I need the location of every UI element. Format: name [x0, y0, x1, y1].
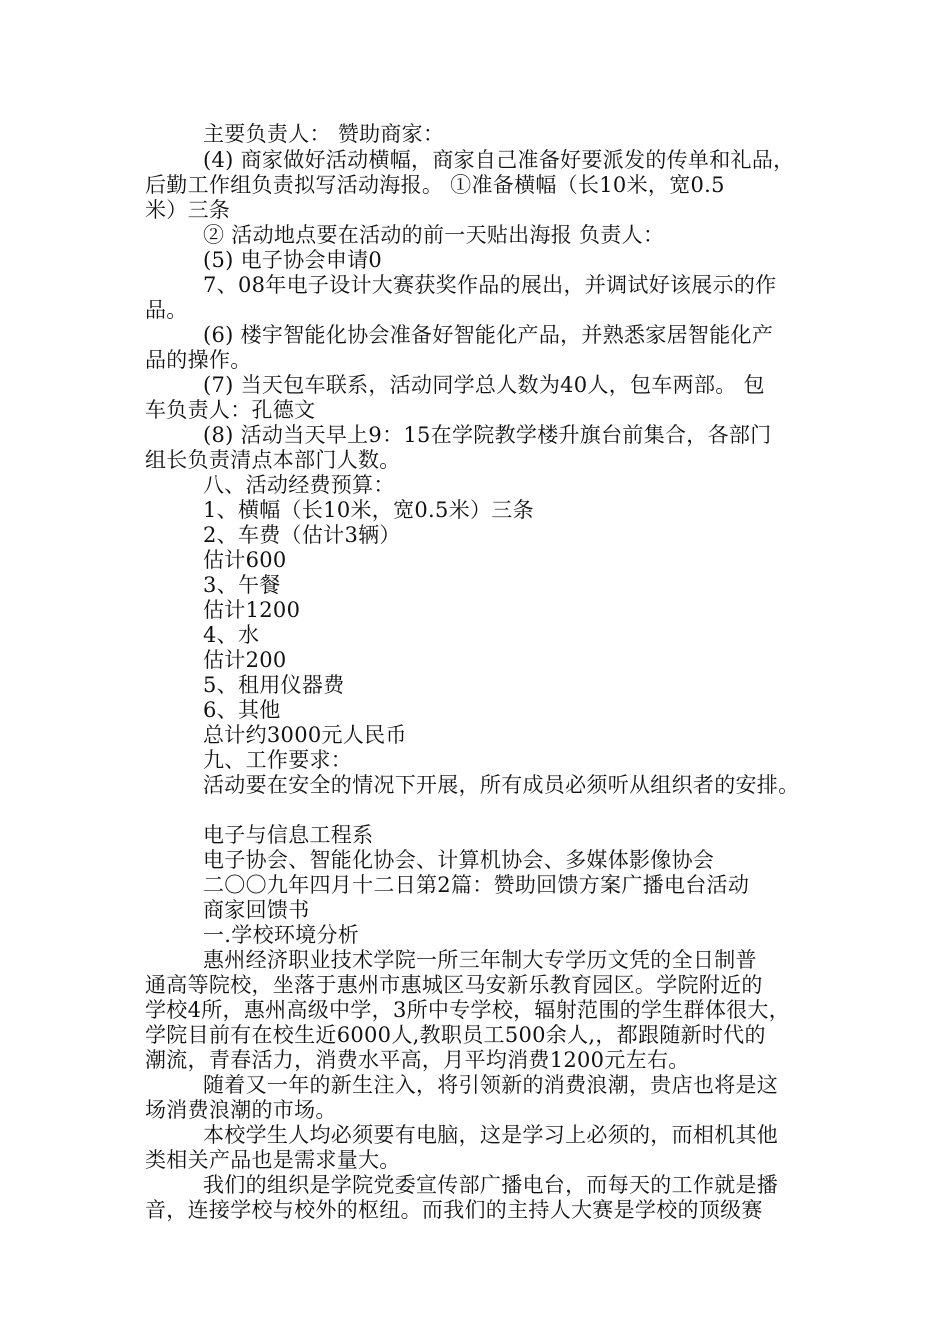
text-line: 场消费浪潮的市场。: [145, 1098, 337, 1122]
text-line: 音，连接学校与校外的枢纽。而我们的主持人大赛是学校的顶级赛: [145, 1198, 763, 1222]
text-line: 3、午餐: [203, 573, 281, 597]
text-line: 后勤工作组负责拟写活动海报。 ①准备横幅（长10米，宽0.5: [145, 173, 725, 197]
text-line: 7、08年电子设计大赛获奖作品的展出，并调试好该展示的作: [203, 273, 777, 297]
text-line: 我们的组织是学院党委宣传部广播电台，而每天的工作就是播: [203, 1173, 779, 1197]
text-line: (8) 活动当天早上9：15在学院教学楼升旗台前集合，各部门: [203, 423, 772, 447]
text-line: 学校4所，惠州高级中学，3所中专学校，辐射范围的学生群体很大，: [145, 998, 791, 1022]
text-line: 主要负责人： 赞助商家：: [203, 122, 445, 146]
section-heading: 一.学校环境分析: [203, 923, 360, 947]
text-line: 惠州经济职业技术学院一所三年制大专学历文凭的全日制普: [203, 948, 757, 972]
text-line: (5) 电子协会申请0: [203, 248, 383, 272]
text-line: 组长负责清点本部门人数。: [145, 448, 401, 472]
text-line: 电子协会、智能化协会、计算机协会、多媒体影像协会: [203, 848, 715, 872]
text-line: ② 活动地点要在活动的前一天贴出海报 负责人：: [203, 223, 665, 247]
text-line: 二〇〇九年四月十二日第2篇：赞助回馈方案广播电台活动: [203, 873, 750, 897]
text-line: 车负责人：孔德文: [145, 398, 316, 422]
text-line: 4、水: [203, 623, 260, 647]
text-line: 估计200: [203, 648, 287, 672]
text-line: 6、其他: [203, 698, 281, 722]
text-line: 潮流，青春活力，消费水平高，月平均消费1200元左右。: [145, 1048, 690, 1072]
text-line: 类相关产品也是需求量大。: [145, 1148, 401, 1172]
text-line: 活动要在安全的情况下开展，所有成员必须听从组织者的安排。: [203, 773, 800, 797]
text-line: 通高等院校，坐落于惠州市惠城区马安新乐教育园区。学院附近的: [145, 973, 763, 997]
text-line: (6) 楼宇智能化协会准备好智能化产品，并熟悉家居智能化产: [203, 323, 774, 347]
text-line: 1、横幅（长10米，宽0.5米）三条: [203, 498, 534, 522]
text-line: 米）三条: [145, 198, 231, 222]
text-line: 本校学生人均必须要有电脑，这是学习上必须的，而相机其他: [203, 1123, 779, 1147]
text-line: 随着又一年的新生注入，将引领新的消费浪潮，贵店也将是这: [203, 1073, 779, 1097]
text-line: 估计600: [203, 548, 287, 572]
text-line: 5、租用仪器费: [203, 673, 345, 697]
text-line: 电子与信息工程系: [203, 823, 374, 847]
text-line: 商家回馈书: [203, 898, 310, 922]
text-line: 估计1200: [203, 598, 301, 622]
text-line: 品。: [145, 298, 188, 322]
text-line: 品的操作。: [145, 348, 252, 372]
text-line: (4) 商家做好活动横幅，商家自己准备好要派发的传单和礼品，: [203, 148, 795, 172]
text-line: 学院目前有在校生近6000人,教职员工500余人,，都跟随新时代的: [145, 1023, 766, 1047]
section-heading: 九、工作要求：: [203, 748, 353, 772]
text-line: 总计约3000元人民币: [203, 723, 407, 747]
text-line: (7) 当天包车联系，活动同学总人数为40人，包车两部。 包: [203, 373, 765, 397]
section-heading: 八、活动经费预算：: [203, 473, 395, 497]
text-line: 2、车费（估计3辆）: [203, 523, 401, 547]
